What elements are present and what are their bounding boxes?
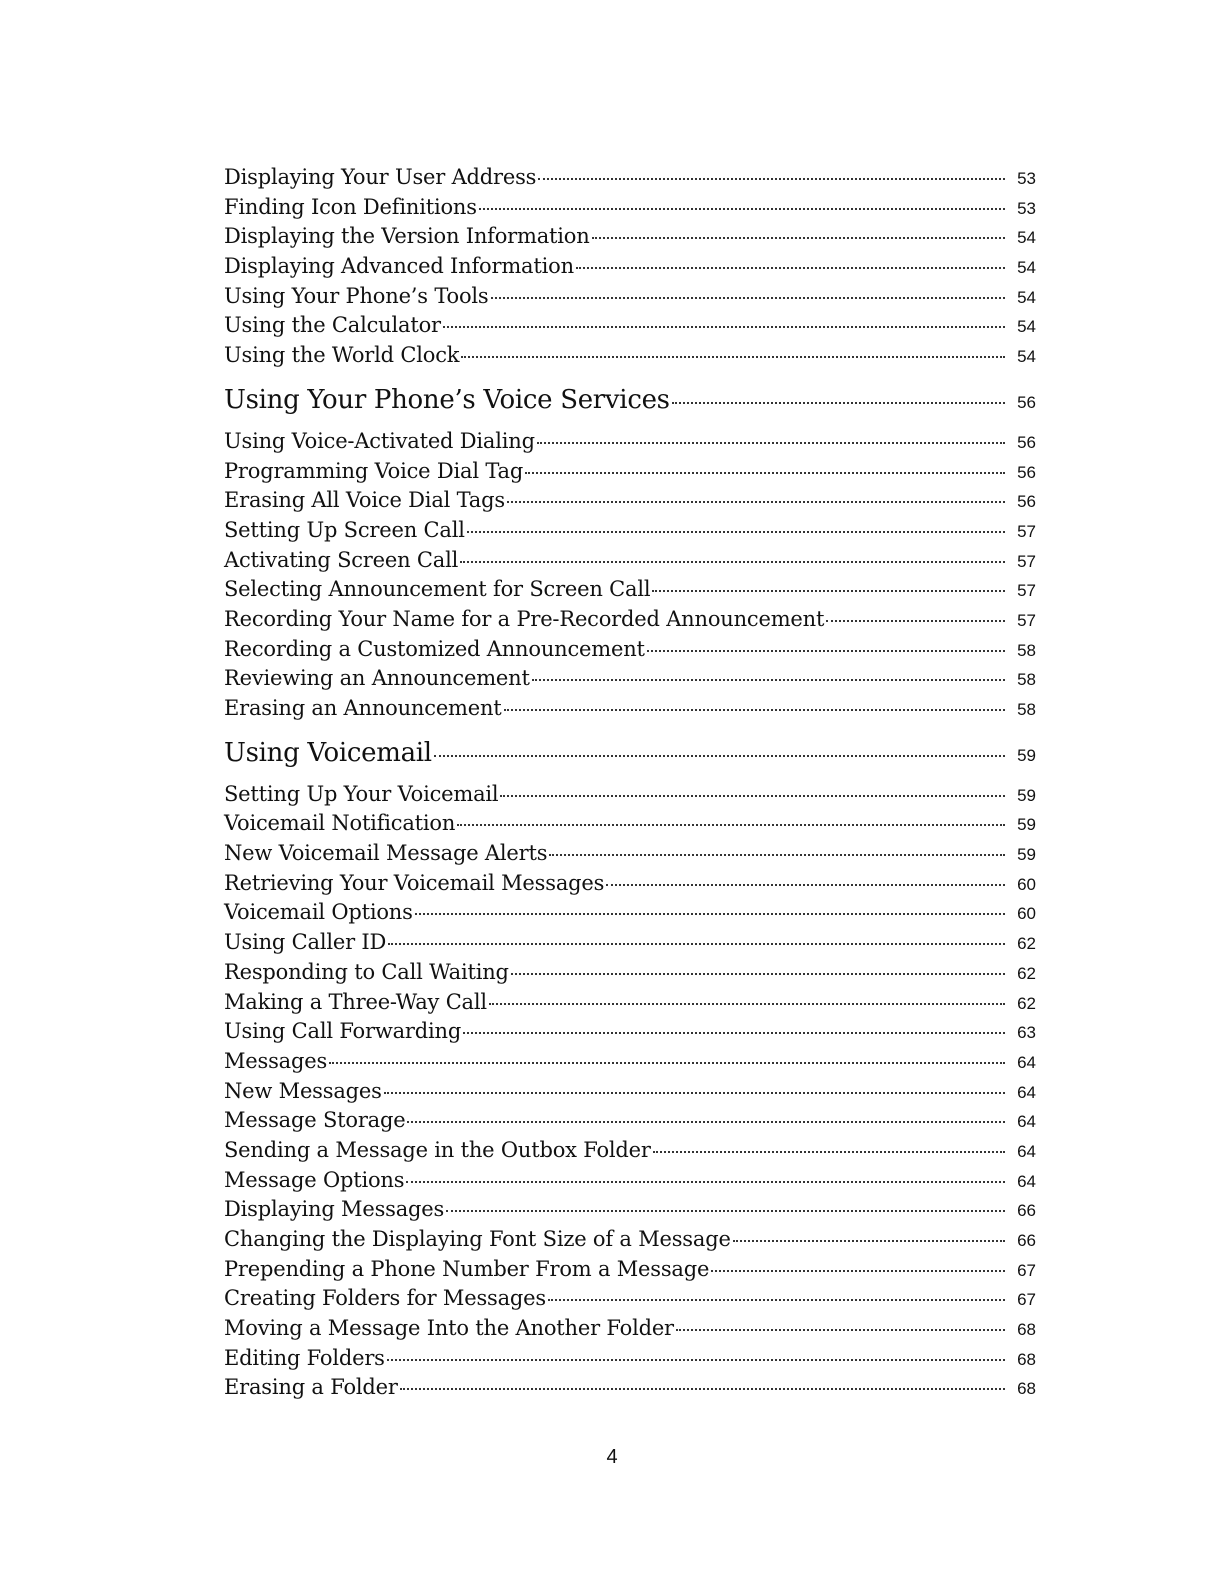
toc-entry-page: 68 xyxy=(1017,1349,1036,1369)
dot-leader xyxy=(384,1092,1005,1094)
dot-leader xyxy=(467,531,1005,533)
toc-entry[interactable] xyxy=(224,1136,1036,1166)
toc-section xyxy=(224,731,1036,1403)
toc-entry[interactable] xyxy=(224,1225,1036,1255)
toc-entry-title: Using Voice-Activated Dialing xyxy=(224,428,535,453)
dot-leader xyxy=(463,1032,1005,1034)
toc-entry-title: Using Call Forwarding xyxy=(224,1019,462,1044)
dot-leader xyxy=(491,297,1006,299)
dot-leader xyxy=(652,590,1005,592)
toc-entry[interactable] xyxy=(224,1077,1036,1107)
toc-entry-page: 64 xyxy=(1017,1112,1036,1132)
toc-entry[interactable] xyxy=(224,1314,1036,1344)
toc-entry-title: Reviewing an Announcement xyxy=(224,666,530,691)
toc-entry-page: 54 xyxy=(1017,228,1036,248)
toc-entry-page: 63 xyxy=(1017,1023,1036,1043)
toc-entry-title: Prepending a Phone Number From a Message xyxy=(224,1256,710,1281)
toc-entry-page: 62 xyxy=(1017,993,1036,1013)
toc-entry[interactable] xyxy=(224,1284,1036,1314)
dot-leader xyxy=(446,1210,1005,1212)
toc-entry-page: 68 xyxy=(1017,1379,1036,1399)
toc-entry[interactable] xyxy=(224,1017,1036,1047)
toc-entry[interactable] xyxy=(224,694,1036,724)
toc-entry-title: Displaying Your User Address xyxy=(224,165,537,189)
toc-entry-page: 64 xyxy=(1017,1141,1036,1161)
toc-entry-title: Selecting Announcement for Screen Call xyxy=(224,577,651,602)
toc-entry-page: 56 xyxy=(1017,492,1036,512)
section-heading-page: 56 xyxy=(1017,392,1036,412)
table-of-contents xyxy=(224,163,1036,1403)
toc-entry-page: 64 xyxy=(1017,1052,1036,1072)
toc-entry[interactable] xyxy=(224,1195,1036,1225)
toc-entry[interactable] xyxy=(224,664,1036,694)
toc-entry[interactable] xyxy=(224,516,1036,546)
toc-entry[interactable] xyxy=(224,252,1036,282)
toc-entry-title: Setting Up Your Voicemail xyxy=(224,781,499,806)
toc-entry-title: Changing the Displaying Font Size of a Message xyxy=(224,1227,731,1251)
dot-leader xyxy=(538,178,1005,180)
toc-entry-title: Programming Voice Dial Tag xyxy=(224,458,524,483)
toc-entry[interactable] xyxy=(224,635,1036,665)
dot-leader xyxy=(329,1062,1005,1064)
toc-entry[interactable] xyxy=(224,1344,1036,1374)
toc-entry-title: Voicemail Options xyxy=(224,900,413,925)
toc-entry-title: Recording a Customized Announcement xyxy=(224,636,645,661)
toc-entry-title: Making a Three-Way Call xyxy=(224,989,487,1014)
dot-leader xyxy=(461,356,1005,358)
toc-entry-page: 57 xyxy=(1017,610,1036,630)
toc-entry-page: 64 xyxy=(1017,1082,1036,1102)
toc-entry-page: 66 xyxy=(1017,1201,1036,1221)
toc-section xyxy=(224,163,1036,371)
toc-entry[interactable] xyxy=(224,1373,1036,1403)
toc-section-heading[interactable] xyxy=(224,731,1036,775)
dot-leader xyxy=(507,501,1005,503)
toc-entry-page: 58 xyxy=(1017,670,1036,690)
toc-entry-title: Messages xyxy=(224,1048,328,1073)
dot-leader xyxy=(500,795,1005,797)
toc-entry-page: 67 xyxy=(1017,1290,1036,1310)
toc-entry-page: 57 xyxy=(1017,551,1036,571)
section-heading-title: Using Your Phone’s Voice Services xyxy=(224,384,670,415)
toc-entry[interactable] xyxy=(224,193,1036,223)
toc-entry-page: 59 xyxy=(1017,845,1036,865)
dot-leader xyxy=(525,472,1005,474)
toc-entry[interactable] xyxy=(224,341,1036,371)
toc-entry-title: Activating Screen Call xyxy=(224,547,459,572)
toc-entry[interactable] xyxy=(224,839,1036,869)
toc-entry[interactable] xyxy=(224,1106,1036,1136)
toc-entry-title: Erasing All Voice Dial Tags xyxy=(224,488,505,513)
section-heading-title: Using Voicemail xyxy=(224,737,432,768)
dot-leader xyxy=(576,267,1005,269)
toc-entry-page: 64 xyxy=(1017,1171,1036,1191)
toc-entry-title: Voicemail Notification xyxy=(224,811,456,836)
dot-leader xyxy=(653,1151,1005,1153)
toc-entry[interactable] xyxy=(224,1047,1036,1077)
toc-entry-page: 66 xyxy=(1017,1231,1036,1250)
toc-entry[interactable] xyxy=(224,486,1036,516)
toc-entry-title: Creating Folders for Messages xyxy=(224,1286,546,1311)
toc-entry-page: 67 xyxy=(1017,1260,1036,1280)
toc-entry[interactable] xyxy=(224,222,1036,252)
dot-leader xyxy=(549,854,1005,856)
toc-entry[interactable] xyxy=(224,1255,1036,1285)
toc-entry-title: Message Options xyxy=(224,1167,405,1192)
dot-leader xyxy=(504,709,1005,711)
toc-entry[interactable] xyxy=(224,427,1036,457)
toc-entry-title: Responding to Call Waiting xyxy=(224,959,509,984)
toc-entry-page: 60 xyxy=(1017,904,1036,924)
toc-entry-title: Recording Your Name for a Pre-Recorded Announcement xyxy=(224,606,825,631)
toc-entry[interactable] xyxy=(224,1166,1036,1196)
toc-entry[interactable] xyxy=(224,605,1036,635)
toc-entry-page: 54 xyxy=(1017,258,1036,278)
dot-leader xyxy=(460,561,1005,563)
toc-entry-title: New Messages xyxy=(224,1078,382,1103)
toc-entry-title: Using Caller ID xyxy=(224,930,387,955)
dot-leader xyxy=(711,1270,1005,1272)
toc-entry-title: Sending a Message in the Outbox Folder xyxy=(224,1137,651,1162)
toc-entry[interactable] xyxy=(224,575,1036,605)
toc-entry-title: Displaying the Version Information xyxy=(224,224,590,249)
toc-entry[interactable] xyxy=(224,869,1036,899)
dot-leader xyxy=(489,1003,1005,1005)
dot-leader xyxy=(532,679,1005,681)
dot-leader xyxy=(733,1240,1005,1242)
toc-entry[interactable] xyxy=(224,898,1036,928)
toc-entry-page: 58 xyxy=(1017,700,1036,719)
toc-entry[interactable] xyxy=(224,988,1036,1018)
section-heading-page: 59 xyxy=(1017,745,1036,765)
toc-entry-page: 54 xyxy=(1017,347,1036,367)
toc-entry-page: 53 xyxy=(1017,198,1036,218)
toc-entry-page: 54 xyxy=(1017,287,1036,307)
toc-entry-page: 57 xyxy=(1017,521,1036,541)
dot-leader xyxy=(406,1181,1005,1183)
page-number: 4 xyxy=(606,1446,618,1468)
toc-entry-page: 53 xyxy=(1017,169,1036,188)
toc-entry-title: Message Storage xyxy=(224,1108,406,1133)
toc-entry[interactable] xyxy=(224,546,1036,576)
toc-entry[interactable] xyxy=(224,928,1036,958)
dot-leader xyxy=(443,326,1005,328)
toc-entry[interactable] xyxy=(224,457,1036,487)
toc-entry-title: Displaying Messages xyxy=(224,1197,445,1222)
dot-leader xyxy=(826,620,1005,622)
toc-entry-title: Retrieving Your Voicemail Messages xyxy=(224,870,605,895)
toc-entry-page: 58 xyxy=(1017,640,1036,660)
toc-entry-title: Displaying Advanced Information xyxy=(224,254,574,279)
toc-entry[interactable] xyxy=(224,809,1036,839)
dot-leader xyxy=(592,237,1005,239)
toc-entry-title: Using the Calculator xyxy=(224,313,441,338)
dot-leader xyxy=(434,755,1005,757)
dot-leader xyxy=(676,1329,1005,1331)
toc-section xyxy=(224,378,1036,724)
dot-leader xyxy=(511,973,1005,975)
toc-entry-title: Erasing a Folder xyxy=(224,1375,398,1400)
toc-entry-page: 56 xyxy=(1017,432,1036,452)
toc-entry-title: Erasing an Announcement xyxy=(224,696,502,720)
dot-leader xyxy=(407,1121,1005,1123)
toc-entry-page: 62 xyxy=(1017,934,1036,954)
toc-entry-page: 56 xyxy=(1017,462,1036,482)
dot-leader xyxy=(388,943,1005,945)
toc-entry-title: Moving a Message Into the Another Folder xyxy=(224,1316,674,1341)
toc-entry-page: 57 xyxy=(1017,581,1036,601)
toc-entry-title: Finding Icon Definitions xyxy=(224,194,477,219)
dot-leader xyxy=(387,1359,1005,1361)
dot-leader xyxy=(672,402,1005,404)
toc-entry[interactable] xyxy=(224,163,1036,193)
toc-entry-page: 68 xyxy=(1017,1320,1036,1340)
dot-leader xyxy=(537,442,1005,444)
toc-entry-page: 54 xyxy=(1017,317,1036,337)
toc-entry-page: 59 xyxy=(1017,785,1036,805)
toc-entry[interactable] xyxy=(224,311,1036,341)
toc-entry-title: Using Your Phone’s Tools xyxy=(224,283,489,308)
toc-entry-title: Setting Up Screen Call xyxy=(224,517,465,542)
toc-entry[interactable] xyxy=(224,780,1036,810)
toc-entry-title: New Voicemail Message Alerts xyxy=(224,841,548,866)
toc-entry[interactable] xyxy=(224,282,1036,312)
toc-section-heading[interactable] xyxy=(224,378,1036,422)
toc-entry-title: Using the World Clock xyxy=(224,343,460,368)
toc-entry[interactable] xyxy=(224,958,1036,988)
dot-leader xyxy=(479,208,1005,210)
toc-entry-page: 62 xyxy=(1017,963,1036,983)
dot-leader xyxy=(647,650,1005,652)
dot-leader xyxy=(548,1299,1005,1301)
dot-leader xyxy=(606,884,1005,886)
toc-entry-page: 59 xyxy=(1017,815,1036,835)
toc-entry-title: Editing Folders xyxy=(224,1345,385,1370)
dot-leader xyxy=(457,824,1005,826)
dot-leader xyxy=(415,913,1005,915)
dot-leader xyxy=(400,1388,1005,1390)
toc-entry-page: 60 xyxy=(1017,874,1036,894)
